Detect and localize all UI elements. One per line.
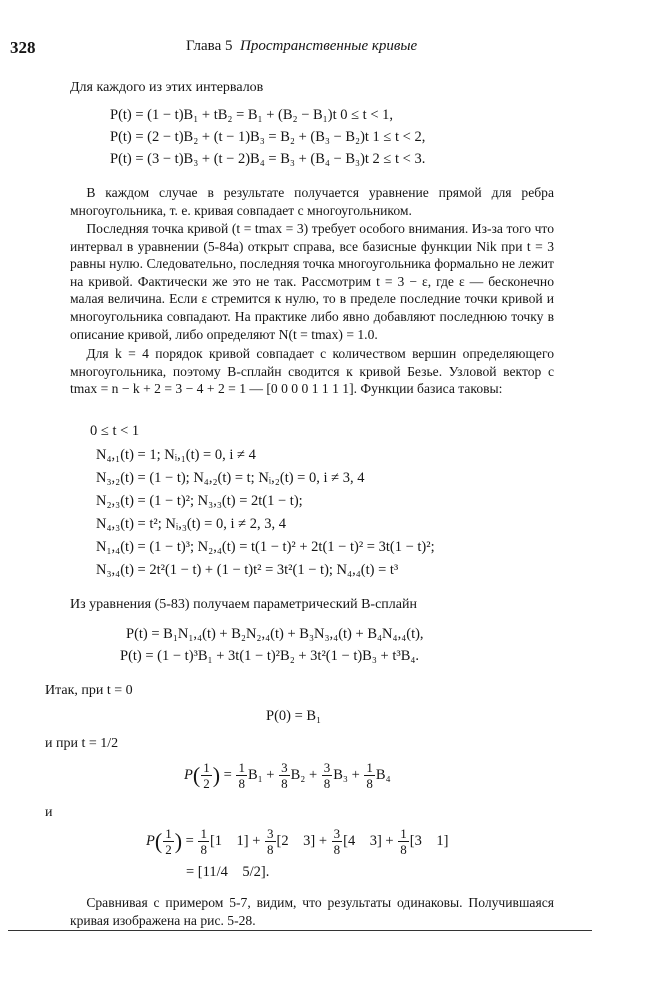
paragraph-polygon: В каждом случае в результате получается уравнение прямой для ребра многоугольника, т. е. кривая совпадает с многоугольником. — [70, 185, 554, 218]
paragraph-last-point: Последняя точка кривой (t = tmax = 3) требует особого внимания. Из-за того что интервал в уравнении (5-84а) открыт справа, все базисные функции Nik при t = 3 равны нулю. Следовательно, последняя точка многоугольника формально не лежит на кривой. Фактически же это не так. Рассмотрим t = 3 − ε, где ε — бесконечно малая величина. Если ε стремится к нулю, то в пределе последние точки кривой и многоугольника совпадают. На практике либо явно добавляют последнюю точку в описание кривой, либо определяют N(t = tmax) = 1.0. — [70, 221, 554, 342]
param-equation-1: P(t) = B₁N₁,₄(t) + B₂N₂,₄(t) + B₃N₃,₄(t) + B₄N₄,₄(t), — [126, 626, 424, 642]
half-eq-lhs: P — [184, 766, 193, 783]
from-equation-line: Из уравнения (5-83) получаем параметрический B-сплайн — [70, 597, 417, 612]
frac-den: 8 — [400, 842, 407, 857]
numeric-result: = [11/4 5/2]. — [186, 864, 270, 880]
frac-num: 3 — [333, 826, 341, 841]
frac-num: 1 — [200, 826, 207, 841]
frac-num: 3 — [323, 760, 331, 775]
term-vector: [2 3] + — [276, 833, 328, 849]
numeric-equation: P( $\frac{1}{2}$ ) = $\frac{1}{8}$ [1 1] + $\frac{3}{8}$ [2 3] + $\frac{3}{8}$ [4 3] + $\frac{1}{8}$ [3 1] — [146, 826, 449, 857]
term-vector: [1 1] + — [209, 833, 261, 849]
closing-paragraph: Сравнивая с примером 5-7, видим, что результаты одинаковы. Получившаяся кривая изображена на рис. 5-28. — [70, 895, 554, 928]
basis-line: N₃,₂(t) = (1 − t); N₄,₂(t) = t; Nᵢ,₂(t) = 0, i ≠ 3, 4 — [96, 470, 365, 486]
frac-den: 8 — [333, 842, 341, 857]
frac-num: 1 — [203, 760, 210, 775]
basis-line: N₄,₁(t) = 1; Nᵢ,₁(t) = 0, i ≠ 4 — [96, 447, 256, 463]
frac-den: 8 — [323, 776, 331, 791]
frac-num: 3 — [281, 760, 288, 775]
frac-den: 8 — [366, 776, 373, 791]
interval-equation-1: P(t) = (1 − t)B₁ + tB₂ = B₁ + (B₂ − B₁)t 0 ≤ t < 1, — [110, 107, 394, 123]
basis-line: N₄,₃(t) = t²; Nᵢ,₃(t) = 0, i ≠ 2, 3, 4 — [96, 516, 286, 532]
basis-line: N₁,₄(t) = (1 − t)³; N₂,₄(t) = t(1 − t)² + 2t(1 − t)² = 3t(1 − t)²; — [96, 539, 435, 555]
paragraph-bezier: Для k = 4 порядок кривой совпадает с количеством вершин определяющего многоугольника, поэтому B-сплайн сводится к кривой Безье. Узловой вектор с tmax = n − k + 2 = 3 − 4 + 2 = 1 — [0 0 0 0 1 1 1 1]. Функции базиса таковы: — [70, 346, 554, 397]
term-symbol: B₄ — [375, 767, 391, 783]
basis-line: N₃,₄(t) = 2t²(1 − t) + (1 − t)t² = 3t²(1 − t); N₄,₄(t) = t³ — [96, 562, 399, 578]
and-half-line: и при t = 1/2 — [45, 736, 119, 751]
basis-line: N₂,₃(t) = (1 − t)²; N₃,₃(t) = 2t(1 − t); — [96, 493, 303, 509]
term-vector: [3 1] — [409, 833, 449, 849]
frac-num: 1 — [400, 826, 407, 841]
term-vector: [4 3] + — [343, 833, 394, 849]
bottom-rule — [8, 930, 592, 931]
interval-equation-3: P(t) = (3 − t)B₃ + (t − 2)B₄ = B₃ + (B₄ − B₃)t 2 ≤ t < 3. — [110, 151, 426, 167]
frac-num: 1 — [165, 826, 172, 841]
term-symbol: B₂ + — [290, 767, 318, 783]
frac-den: 8 — [238, 776, 245, 791]
frac-den: 2 — [203, 776, 210, 791]
frac-den: 2 — [165, 842, 172, 857]
frac-num: 3 — [267, 826, 274, 841]
frac-den: 8 — [281, 776, 288, 791]
half-equation: P( $\frac{1}{2}$ ) = $\frac{1}{8}$ B₁ + $\frac{3}{8}$ B₂ + $\frac{3}{8}$ B₃ + $\frac{1}{8}$ B₄ — [184, 760, 391, 791]
basis-range: 0 ≤ t < 1 — [90, 423, 140, 439]
running-header — [186, 38, 417, 55]
param-equation-2: P(t) = (1 − t)³B₁ + 3t(1 − t)²B₂ + 3t²(1 − t)B₃ + t³B₄. — [120, 648, 420, 664]
frac-den: 8 — [267, 842, 274, 857]
and-word: и — [45, 805, 53, 820]
page-number: 328 — [10, 38, 36, 57]
equals-sign: = — [223, 767, 232, 783]
chapter-title: Пространственные кривые — [239, 38, 418, 54]
term-symbol: B₃ + — [333, 767, 360, 783]
equals-sign: = — [185, 833, 194, 849]
so-line: Итак, при t = 0 — [45, 683, 133, 698]
frac-den: 8 — [200, 842, 207, 857]
interval-equation-2: P(t) = (2 − t)B₂ + (t − 1)B₃ = B₂ + (B₃ − B₂)t 1 ≤ t < 2, — [110, 129, 426, 145]
intro-line: Для каждого из этих интервалов — [70, 80, 264, 95]
chapter-label: Глава 5 — [186, 38, 233, 54]
term-symbol: B₁ + — [247, 767, 275, 783]
numeric-eq-lhs: P — [146, 832, 155, 849]
frac-num: 1 — [238, 760, 245, 775]
p0-equation: P(0) = B₁ — [266, 708, 322, 724]
frac-num: 1 — [366, 760, 373, 775]
